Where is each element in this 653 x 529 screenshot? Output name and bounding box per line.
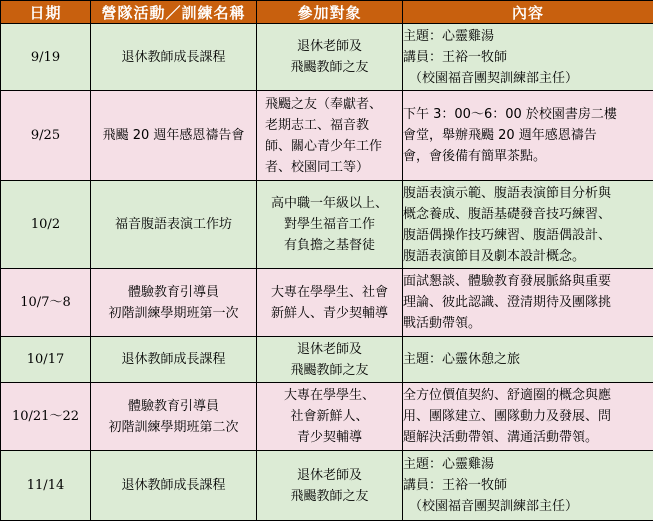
table-row (1, 24, 653, 91)
row-activity (91, 91, 257, 181)
audience-line: 對學生福音工作 (283, 217, 375, 232)
audience-line: 新鮮人、青少契輔導 (270, 305, 388, 321)
content-line: 主題：心靈雞湯 (403, 28, 495, 44)
audience-line: 有負擔之基督徒 (283, 238, 375, 253)
audience-line: 退休老師及 (296, 467, 362, 483)
row-content (403, 269, 653, 337)
header-date: 日期 (1, 1, 91, 24)
content-line: 理論、彼此認識、澄清期待及團隊挑 (403, 295, 612, 310)
row-activity (91, 24, 257, 91)
audience-line: 高中職一年級以上、 (270, 196, 388, 211)
row-audience (257, 269, 403, 337)
row-content (403, 337, 653, 383)
table-row (1, 181, 653, 269)
audience-line: 老期志工、福音教 (265, 117, 370, 133)
audience-line: 大專在學學生、社會 (270, 284, 388, 300)
row-date: 9/19 (1, 24, 91, 91)
content-line: 腹語表演示範、腹語表演節目分析與 (403, 185, 612, 201)
row-date: 11/14 (1, 451, 91, 521)
row-audience (257, 24, 403, 91)
header-activity: 營隊活動／訓練名稱 (91, 1, 257, 24)
content-line: 主題：心靈休憩之旅 (403, 352, 521, 367)
audience-line: 退休老師及 (296, 341, 362, 357)
row-content (403, 24, 653, 91)
audience-line: 社會新鮮人、 (290, 409, 369, 424)
audience-line: 者、校園同工等） (265, 159, 370, 175)
content-line: 用、團隊建立、團隊動力及發展、問 (403, 409, 612, 424)
content-line: 主題：心靈雞湯 (403, 457, 495, 472)
activity-line: 體驗教育引導員 (127, 284, 219, 300)
header-audience: 參加對象 (257, 1, 403, 24)
audience-line: 飛颺教師之友 (290, 60, 369, 75)
content-line: 概念養成、腹語基礎發音技巧練習、 (403, 206, 612, 222)
row-activity (91, 451, 257, 521)
row-audience (257, 91, 403, 181)
row-audience (257, 383, 403, 451)
row-activity (91, 383, 257, 451)
row-date: 10/7～8 (1, 269, 91, 337)
content-line: 腹語表演節目及劇本設計概念。 (403, 248, 586, 264)
header-content: 內容 (403, 1, 653, 24)
activity-line: 福音腹語表演工作坊 (114, 217, 232, 232)
row-content (403, 181, 653, 269)
row-content (403, 383, 653, 451)
row-date: 10/21～22 (1, 383, 91, 451)
audience-line: 退休老師及 (296, 39, 362, 54)
activity-line: 退休教師成長課程 (121, 352, 226, 367)
audience-line: 飛颺教師之友 (290, 488, 369, 504)
content-line: 講員：王裕一牧師 (403, 478, 508, 493)
table-row (1, 269, 653, 337)
content-line: 題解決活動帶領、溝通活動帶領。 (403, 430, 599, 445)
content-line: 下午 3：00～6：00 於校園書房二樓 (403, 107, 617, 122)
content-line: 會堂，舉辦飛颺 20 週年感恩禱告 (403, 128, 597, 143)
row-date: 10/2 (1, 181, 91, 269)
audience-line: 大專在學學生、 (283, 388, 375, 403)
content-line: 戰活動帶領。 (403, 316, 482, 331)
activity-line: 退休教師成長課程 (121, 478, 226, 493)
row-date: 10/17 (1, 337, 91, 383)
row-activity (91, 181, 257, 269)
row-audience (257, 451, 403, 521)
audience-line: 飛颺之友（奉獻者、 (265, 96, 383, 112)
row-audience (257, 181, 403, 269)
table-row (1, 451, 653, 521)
content-line: 腹語偶操作技巧練習、腹語偶設計、 (403, 227, 612, 243)
row-content (403, 91, 653, 181)
content-line: 面試懇談、體驗教育發展脈絡與重要 (403, 274, 612, 289)
table-header-row (1, 1, 653, 24)
content-line: （校園福音團契訓練部主任） (409, 499, 579, 514)
content-line: 會，會後備有簡單茶點。 (403, 149, 547, 164)
activity-line: 體驗教育引導員 (127, 398, 219, 414)
activity-line: 初階訓練學期班第一次 (108, 305, 239, 321)
content-line: （校園福音團契訓練部主任） (409, 70, 579, 86)
audience-line: 飛颺教師之友 (290, 362, 369, 378)
activity-line: 飛颺 20 週年感恩禱告會 (102, 128, 245, 143)
row-date: 9/25 (1, 91, 91, 181)
table-row (1, 383, 653, 451)
activity-line: 初階訓練學期班第二次 (108, 419, 239, 435)
audience-line: 青少契輔導 (296, 430, 362, 445)
table-row (1, 337, 653, 383)
content-line: 講員：王裕一牧師 (403, 49, 508, 65)
activity-line: 退休教師成長課程 (121, 49, 226, 65)
audience-line: 師、關心青少年工作 (265, 138, 383, 154)
row-activity (91, 337, 257, 383)
content-line: 全方位價值契約、舒適圈的概念與應 (403, 388, 612, 403)
row-audience (257, 337, 403, 383)
table-row (1, 91, 653, 181)
row-activity (91, 269, 257, 337)
row-content (403, 451, 653, 521)
